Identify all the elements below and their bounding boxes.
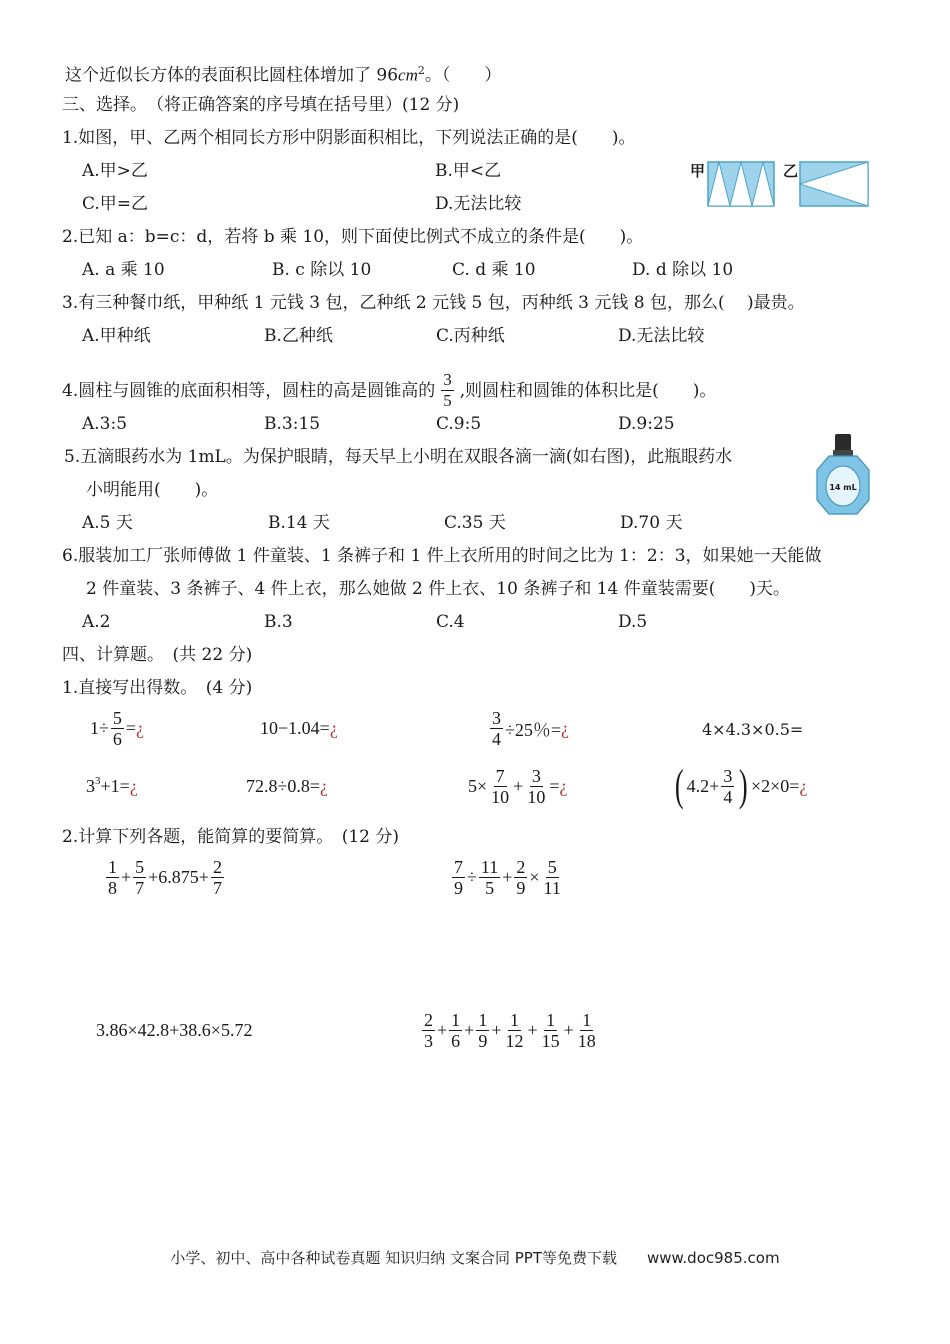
e8-a: 4.2+ xyxy=(686,775,720,796)
calc1-expr-7 xyxy=(468,766,567,807)
q5-stem-line1: 5.五滴眼药水为 1mL。为保护眼睛，每天早上小明在双眼各滴一滴(如右图)，此瓶眼药水 xyxy=(64,447,733,467)
q1-stem: 1.如图，甲、乙两个相同长方形中阴影面积相比，下列说法正确的是( )。 xyxy=(62,128,636,148)
p4-den4: 12 xyxy=(505,1031,524,1051)
e8-num: 3 xyxy=(723,765,733,786)
p2-times: × xyxy=(529,867,540,887)
p1-frac1 xyxy=(106,857,119,898)
p3-text: 3.86×42.8+38.6×5.72 xyxy=(96,1020,253,1040)
p4-frac5 xyxy=(540,1010,562,1051)
q1-option-a[interactable]: A.甲>乙 xyxy=(82,161,148,181)
calc1-title: 1.直接写出得数。 (4 分) xyxy=(62,678,253,698)
p4-frac3 xyxy=(476,1010,489,1051)
q5-option-c[interactable]: C.35 天 xyxy=(444,513,506,533)
rect-jia-figure xyxy=(706,160,776,208)
p1-plus1: + xyxy=(121,867,132,887)
p2-den3: 9 xyxy=(516,878,526,898)
p2-div: ÷ xyxy=(467,867,477,887)
p2-num1: 7 xyxy=(454,857,463,877)
calc2-title: 2.计算下列各题，能简算的要简算。 (12 分) xyxy=(62,827,400,847)
e7-num1: 7 xyxy=(495,766,505,786)
calc1-expr-8 xyxy=(672,761,808,810)
e1-q: ¿ xyxy=(136,718,145,738)
p1-num3: 2 xyxy=(212,857,222,877)
p4-frac1 xyxy=(422,1010,435,1051)
e7-b: = xyxy=(549,776,560,796)
q5-option-d[interactable]: D.70 天 xyxy=(620,513,683,533)
p1-den3: 7 xyxy=(212,878,222,898)
p1-num1: 1 xyxy=(108,857,117,877)
e3-den: 4 xyxy=(492,729,501,749)
p4-plus5: + xyxy=(563,1020,574,1040)
e1-b: = xyxy=(125,718,137,738)
rect-yi-figure xyxy=(798,160,870,208)
q3-option-c[interactable]: C.丙种纸 xyxy=(436,326,505,346)
e8-q: ¿ xyxy=(799,775,808,796)
q2-option-c[interactable]: C. d 乘 10 xyxy=(452,260,536,280)
p4-den6: 18 xyxy=(577,1031,596,1051)
q6-stem-line2: 2 件童装、3 条裤子、4 件上衣，那么她做 2 件上衣、10 条裤子和 14 件童装需要( )天。 xyxy=(86,579,791,599)
q5-option-b[interactable]: B.14 天 xyxy=(268,513,330,533)
e7-frac1 xyxy=(489,766,511,807)
calc2-problem-3 xyxy=(96,1020,252,1041)
q5-stem-line2: 小明能用( )。 xyxy=(86,480,219,500)
e7-plus: + xyxy=(513,776,524,796)
e8-rparen: ) xyxy=(739,761,749,810)
p4-frac2 xyxy=(449,1010,462,1051)
e1-a: 1÷ xyxy=(90,718,109,738)
eye-drop-bottle-icon xyxy=(815,432,871,516)
p1-num2: 5 xyxy=(135,857,145,877)
q6-option-a[interactable]: A.2 xyxy=(82,612,111,632)
q6-stem-line1: 6.服装加工厂张师傅做 1 件童装、1 条裤子和 1 件上衣所用的时间之比为 1：2：3，如果她一天能做 xyxy=(62,546,822,566)
intro-line xyxy=(65,60,501,87)
p2-den2: 5 xyxy=(485,878,495,898)
p1-den1: 8 xyxy=(108,878,117,898)
calc2-problem-4 xyxy=(420,1010,600,1051)
p4-den5: 15 xyxy=(541,1031,560,1051)
q3-option-b[interactable]: B.乙种纸 xyxy=(264,326,333,346)
e1-frac xyxy=(111,708,124,749)
q4-stem-b: ,则圆柱和圆锥的体积比是( )。 xyxy=(459,380,717,401)
p4-plus1: + xyxy=(437,1020,448,1040)
q1-option-c[interactable]: C.甲=乙 xyxy=(82,194,149,214)
calc1-expr-3 xyxy=(488,708,569,749)
p4-den3: 9 xyxy=(478,1031,488,1051)
e8-den: 4 xyxy=(723,786,733,807)
q6-option-c[interactable]: C.4 xyxy=(436,612,465,632)
e3-num: 3 xyxy=(492,708,501,728)
p4-num1: 2 xyxy=(424,1010,433,1030)
calc1-expr-4 xyxy=(702,720,803,739)
e2-a: 10−1.04= xyxy=(260,718,330,738)
p2-plus: + xyxy=(502,867,513,887)
p4-num3: 1 xyxy=(478,1010,488,1030)
bottle-label: 14 mL xyxy=(829,483,857,492)
p1-den2: 7 xyxy=(135,878,145,898)
e7-den1: 10 xyxy=(491,787,510,807)
e7-num2: 3 xyxy=(531,766,541,786)
e7-a: 5× xyxy=(468,776,488,796)
e5-b: +1= xyxy=(100,776,130,796)
p4-frac4 xyxy=(503,1010,525,1051)
e7-q: ¿ xyxy=(559,776,568,796)
calc2-problem-2 xyxy=(450,857,565,898)
e7-frac2 xyxy=(525,766,547,807)
q4-frac-den: 5 xyxy=(443,391,452,410)
q1-option-d[interactable]: D.无法比较 xyxy=(435,194,522,214)
e3-frac xyxy=(490,708,503,749)
q6-option-d[interactable]: D.5 xyxy=(618,612,648,632)
p1-mid: +6.875+ xyxy=(148,867,209,887)
q2-option-a[interactable]: A. a 乘 10 xyxy=(82,260,165,280)
p2-num3: 2 xyxy=(516,857,526,877)
q3-stem: 3.有三种餐巾纸，甲种纸 1 元钱 3 包，乙种纸 2 元钱 5 包，丙种纸 3 元钱 8 包，那么( )最贵。 xyxy=(62,293,805,313)
p1-frac2 xyxy=(133,857,146,898)
q6-option-b[interactable]: B.3 xyxy=(264,612,293,632)
q2-stem: 2.已知 a：b=c：d，若将 b 乘 10，则下面使比例式不成立的条件是( )。 xyxy=(62,227,644,247)
p4-den2: 6 xyxy=(451,1031,461,1051)
p1-frac3 xyxy=(211,857,224,898)
q5-option-a[interactable]: A.5 天 xyxy=(82,513,133,533)
unit-c: c xyxy=(398,65,406,85)
e3-q: ¿ xyxy=(561,718,570,738)
calc1-expr-1 xyxy=(90,708,144,749)
q4-option-d[interactable]: D.9:25 xyxy=(618,414,675,434)
q4-fraction xyxy=(441,370,454,411)
p2-frac2 xyxy=(479,857,500,898)
calc1-expr-6 xyxy=(246,776,328,797)
p4-num4: 1 xyxy=(509,1010,519,1030)
e5-exp: 3 xyxy=(95,774,101,787)
calc1-expr-2 xyxy=(260,718,338,739)
unit-exponent: 2 xyxy=(417,64,425,77)
e5-base: 3 xyxy=(86,776,95,796)
p4-plus2: + xyxy=(464,1020,475,1040)
e5-q: ¿ xyxy=(129,776,138,796)
p4-num6: 1 xyxy=(582,1010,592,1030)
section3-title: 三、选择。 （将正确答案的序号填在括号里）(12 分) xyxy=(62,95,460,115)
calc1-expr-5 xyxy=(86,776,138,797)
e3-b: ÷25％= xyxy=(505,719,562,740)
e7-den2: 10 xyxy=(527,787,546,807)
q4-stem xyxy=(62,370,716,411)
e8-lparen: ( xyxy=(674,761,684,810)
p4-den1: 3 xyxy=(424,1031,433,1051)
footer-text[interactable]: 小学、初中、高中各种试卷真题 知识归纳 文案合同 PPT等免费下载 www.doc985.com xyxy=(170,1249,780,1267)
p2-den1: 9 xyxy=(454,878,463,898)
q2-option-b[interactable]: B. c 除以 10 xyxy=(272,260,372,280)
e1-den: 6 xyxy=(112,729,122,749)
p2-num2: 11 xyxy=(480,857,499,877)
q4-stem-a: 4.圆柱与圆锥的底面积相等，圆柱的高是圆锥高的 xyxy=(62,380,436,401)
e2-q: ¿ xyxy=(329,718,338,738)
intro-text: 这个近似长方体的表面积比圆柱体增加了 96 xyxy=(65,65,399,86)
unit-m: m xyxy=(405,65,418,85)
e6-a: 72.8÷0.8= xyxy=(246,776,321,796)
p4-frac6 xyxy=(576,1010,598,1051)
q2-option-d[interactable]: D. d 除以 10 xyxy=(632,260,734,280)
q3-option-d[interactable]: D.无法比较 xyxy=(618,326,705,346)
p2-frac3 xyxy=(514,857,527,898)
p2-frac1 xyxy=(452,857,465,898)
q4-frac-num: 3 xyxy=(443,370,452,389)
p2-frac4 xyxy=(542,857,563,898)
p4-plus3: + xyxy=(491,1020,502,1040)
q4-option-b[interactable]: B.3:15 xyxy=(264,414,321,434)
q4-option-c[interactable]: C.9:5 xyxy=(436,414,482,434)
p2-num4: 5 xyxy=(547,857,557,877)
q1-option-b[interactable]: B.甲<乙 xyxy=(435,161,502,181)
p4-num5: 1 xyxy=(546,1010,556,1030)
e8-frac xyxy=(721,766,734,807)
fig-label-yi: 乙 xyxy=(783,162,799,180)
e1-num: 5 xyxy=(112,708,122,728)
p4-plus4: + xyxy=(527,1020,538,1040)
q3-option-a[interactable]: A.甲种纸 xyxy=(82,326,151,346)
calc2-problem-1 xyxy=(104,857,226,898)
intro-tail: 。（ ） xyxy=(424,65,502,86)
p2-den4: 11 xyxy=(543,878,561,898)
e6-q: ¿ xyxy=(320,776,329,796)
p4-num2: 1 xyxy=(451,1010,461,1030)
section4-title: 四、计算题。 (共 22 分) xyxy=(62,645,253,665)
e4-a: 4×4.3×0.5= xyxy=(702,720,804,739)
fig-label-jia: 甲 xyxy=(690,162,706,180)
e8-b: ×2×0= xyxy=(750,775,800,796)
q4-option-a[interactable]: A.3:5 xyxy=(82,414,128,434)
